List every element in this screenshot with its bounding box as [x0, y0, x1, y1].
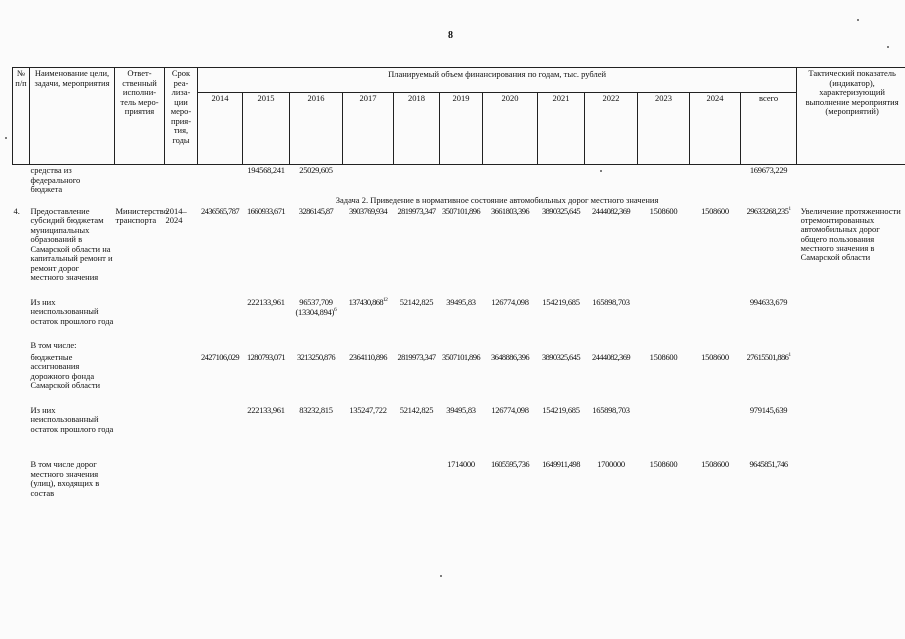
table-cell: 1660933,671 — [246, 205, 286, 216]
table-cell: 39495,83 — [446, 296, 476, 307]
table-cell — [198, 297, 243, 328]
header-financing: Планируемый объем финансирования по годам, тыс. рублей — [198, 68, 797, 93]
table-cell: 169673,229 — [749, 165, 788, 175]
table-cell: 3507101,896 — [441, 205, 481, 216]
table-cell: 1649911,498 — [542, 459, 580, 470]
scan-speck — [600, 170, 602, 172]
table-cell: 83232,815 — [299, 404, 333, 415]
table-cell: 222133,961 — [247, 296, 285, 307]
page-number: 8 — [448, 30, 453, 41]
table-row-main — [13, 206, 905, 284]
table-cell: 1508600 — [649, 351, 678, 362]
header-year-2019: 2019 — [440, 93, 483, 165]
table-cell: 25029,605 — [299, 165, 333, 175]
table-row-road-fund — [13, 352, 905, 392]
table-cell: 2364110,896 — [349, 351, 387, 362]
row-road-fund-name: бюджетные ассигнования дорожного фонда Самарской области — [30, 351, 101, 391]
total-value: 29633268,235 — [746, 205, 789, 216]
table-cell — [638, 405, 690, 436]
table-cell — [483, 165, 538, 196]
table-cell: 1714000 — [447, 459, 475, 470]
table-cell: 3286145,87 — [298, 205, 334, 216]
table-cell-2017 — [343, 297, 394, 328]
table-cell — [690, 297, 741, 328]
value-2016: 96537,709 — [299, 296, 333, 307]
table-cell: 2427106,029 — [200, 351, 240, 362]
table-cell — [343, 165, 394, 196]
table-cell: 2436565,787 — [200, 205, 240, 216]
row-main-executor: Министерство транспорта — [115, 205, 168, 226]
table-cell-total — [741, 206, 797, 284]
table-cell — [343, 459, 394, 499]
footnote-mark: 1 — [788, 351, 791, 358]
row-local-roads-name: В том числе дорог местного значения (улиц), входящих в состав — [30, 459, 100, 498]
table-cell: 154219,685 — [542, 404, 580, 415]
table-cell: 9645851,746 — [749, 459, 788, 470]
table-cell — [538, 165, 585, 196]
table-cell — [638, 165, 690, 196]
header-term: Срок реа-лиза-ции меро-прия-тия, годы — [165, 68, 198, 165]
table-cell: 994633,679 — [749, 296, 788, 307]
table-cell: 2444082,369 — [591, 351, 631, 362]
table-cell: 1508600 — [649, 205, 678, 216]
header-executor: Ответ-ственный исполни-тель меро-приятия — [115, 68, 165, 165]
header-year-2015: 2015 — [243, 93, 290, 165]
table-row-remainder-2 — [13, 405, 905, 436]
table-cell: 2819973,347 — [397, 351, 436, 362]
header-indicator: Тактический показатель (индикатор), характеризующий выполнение мероприятия (мероприятий) — [797, 68, 905, 165]
table-cell: 126774,098 — [491, 296, 529, 307]
table-cell — [585, 165, 638, 196]
row-main-num: 4. — [13, 205, 20, 216]
table-cell — [394, 165, 440, 196]
header-num: № п/п — [13, 68, 30, 165]
table-cell — [690, 165, 741, 196]
table-cell: 1700000 — [597, 459, 625, 470]
footnote-mark: 1 — [788, 205, 791, 212]
table-cell — [440, 165, 483, 196]
table-cell — [198, 165, 243, 196]
header-name: Наименование цели, задачи, мероприятия — [30, 68, 115, 165]
table-cell: 1605595,736 — [490, 459, 530, 470]
table-cell: 126774,098 — [491, 404, 529, 415]
header-year-2018: 2018 — [394, 93, 440, 165]
table-cell: 1508600 — [701, 205, 729, 216]
footnote-mark: 12 — [383, 296, 388, 303]
table-cell-total — [741, 352, 797, 392]
footnote-mark: 6 — [334, 307, 337, 314]
table-cell — [290, 459, 343, 499]
table-cell: 135247,722 — [349, 404, 387, 415]
header-year-2021: 2021 — [538, 93, 585, 165]
table-cell: 2444082,369 — [591, 205, 631, 216]
table-cell: 165898,703 — [592, 404, 630, 415]
table-cell: 2819973,347 — [397, 205, 436, 216]
table-cell: 3213250,876 — [296, 351, 336, 362]
header-year-2016: 2016 — [290, 93, 343, 165]
table-cell: 1280793,071 — [246, 351, 286, 362]
table-cell — [394, 459, 440, 499]
table-cell: 1508600 — [701, 459, 729, 470]
including-label-row — [13, 340, 905, 352]
table-cell: 3661803,396 — [490, 205, 530, 216]
table-cell: 1508600 — [701, 351, 729, 362]
scan-speck — [857, 19, 859, 21]
header-year-2014: 2014 — [198, 93, 243, 165]
table-cell: 3648886,396 — [490, 351, 530, 362]
table-cell: 3903769,934 — [348, 205, 388, 216]
table-cell — [198, 405, 243, 436]
table-row-federal — [13, 165, 905, 196]
table-cell: 1508600 — [649, 459, 678, 470]
financing-table — [12, 67, 905, 499]
header-year-2024: 2024 — [690, 93, 741, 165]
note-2016 — [291, 308, 342, 318]
row-main-name: Предоставление субсидий бюджетам муниципальных образований в Самарской области на капитальный ремонт и ремонт дорог местного значения — [30, 205, 113, 283]
row-main-indicator: Увеличение протяженности отремонтированных автомобильных дорог общего пользования местного значения в Самарской области — [800, 205, 901, 263]
table-cell: 52142,825 — [399, 296, 434, 307]
table-cell — [638, 297, 690, 328]
table-cell: 222133,961 — [247, 404, 285, 415]
table-cell: 979145,639 — [749, 404, 788, 415]
table-row-remainder-1 — [13, 297, 905, 328]
note-2016-value: (13304,894) — [295, 307, 335, 318]
header-total: всего — [741, 93, 797, 165]
scan-speck — [887, 46, 889, 48]
table-cell: 194568,241 — [247, 165, 285, 175]
table-cell: 39495,83 — [446, 404, 476, 415]
table-cell: 165898,703 — [592, 296, 630, 307]
header-year-2020: 2020 — [483, 93, 538, 165]
table-cell: 3507101,896 — [441, 351, 481, 362]
header-year-2022: 2022 — [585, 93, 638, 165]
task-title-row — [13, 196, 905, 206]
table-cell: 3890325,645 — [541, 205, 581, 216]
scan-speck — [440, 575, 442, 577]
table-row-local-roads — [13, 459, 905, 499]
table-cell: 154219,685 — [542, 296, 580, 307]
table-cell — [243, 459, 290, 499]
header-year-2017: 2017 — [343, 93, 394, 165]
table-cell: 3890325,645 — [541, 351, 581, 362]
row-main-term: 2014–2024 — [165, 205, 187, 226]
table-cell: 52142,825 — [399, 404, 434, 415]
header-year-2023: 2023 — [638, 93, 690, 165]
value-2017: 137430,868 — [348, 296, 384, 307]
table-cell — [690, 405, 741, 436]
including-label: В том числе: — [30, 340, 77, 351]
row-remainder-1-name: Из них неиспользованный остаток прошлого года — [30, 296, 114, 326]
row-federal-name: средства из федерального бюджета — [30, 165, 81, 195]
task-title: Задача 2. Приведение в нормативное состояние автомобильных дорог местного значения — [335, 194, 659, 205]
row-remainder-2-name: Из них неиспользованный остаток прошлого года — [30, 404, 114, 434]
table-cell — [198, 459, 243, 499]
scan-speck — [5, 137, 7, 139]
total-value: 27615501,886 — [746, 351, 789, 362]
table-cell-2016 — [290, 297, 343, 328]
